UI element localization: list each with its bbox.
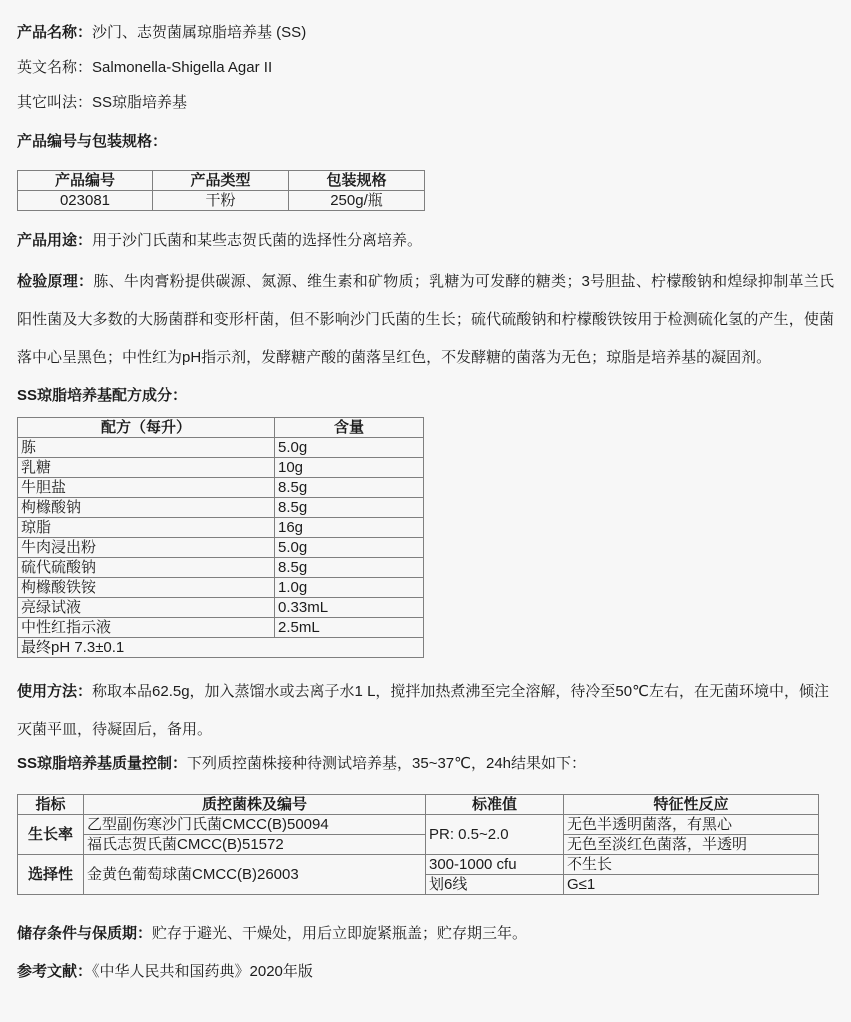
product-name-line: [17, 22, 834, 44]
formula-table: [17, 417, 424, 658]
table-header-cell: 质控菌株及编号: [84, 795, 426, 815]
table-header-cell: 配方（每升）: [18, 418, 275, 438]
ingredient-cell: 亮绿试液: [18, 598, 275, 618]
reference-line: [17, 961, 834, 983]
formula-row: [18, 538, 424, 558]
indicator-cell: 选择性: [18, 855, 84, 895]
table-header-cell: 含量: [275, 418, 424, 438]
standard-cell: PR: 0.5~2.0: [426, 815, 564, 855]
usage-label: 使用方法：: [17, 683, 93, 700]
formula-row: [18, 518, 424, 538]
qc-intro-text: 下列质控菌株接种待测试培养基，35~37℃，24h结果如下：: [187, 755, 587, 772]
standard-cell: 300-1000 cfu: [426, 855, 564, 875]
product-use-line: [17, 230, 834, 252]
qc-growth-row-2: [18, 835, 819, 855]
product-use-text: 用于沙门氏菌和某些志贺氏菌的选择性分离培养。: [92, 232, 423, 249]
table-header-cell: 指标: [18, 795, 84, 815]
qc-table: [17, 794, 819, 895]
table-header-cell: 产品类型: [153, 171, 289, 191]
strain-cell: 乙型副伤寒沙门氏菌CMCC(B)50094: [84, 815, 426, 835]
ingredient-cell: 胨: [18, 438, 275, 458]
formula-footer-row: [18, 638, 424, 658]
standard-cell: 划6线: [426, 875, 564, 895]
storage-label: 储存条件与保质期：: [17, 925, 153, 942]
formula-row: [18, 558, 424, 578]
package-spec-cell: 250g/瓶: [289, 191, 425, 211]
packaging-table: [17, 170, 425, 211]
amount-cell: 0.33mL: [275, 598, 424, 618]
strain-cell: 福氏志贺氏菌CMCC(B)51572: [84, 835, 426, 855]
reference-label: 参考文献：: [17, 963, 93, 980]
formula-heading: SS琼脂培养基配方成分：: [17, 387, 188, 404]
product-name-value: 沙门、志贺菌属琼脂培养基 (SS): [92, 24, 307, 41]
reaction-cell: G≤1: [564, 875, 819, 895]
english-name-line: [17, 57, 834, 79]
alias-value: SS琼脂培养基: [92, 94, 188, 111]
table-header-cell: 标准值: [426, 795, 564, 815]
principle-text: 胨、牛肉膏粉提供碳源、氮源、维生素和矿物质；乳糖为可发酵的糖类；3号胆盐、柠檬酸钠和煌绿抑制革兰氏阳性菌及大多数的大肠菌群和变形杆菌，但不影响沙门氏菌的生长；硫代硫酸钠和柠檬酸铁铵用于检测硫化氢的产生，使菌落中心呈黑色；中性红为pH指示剂，发酵糖产酸的菌落呈红色，不发酵糖的菌落为无色；琼脂是培养基的凝固剂。: [17, 273, 834, 366]
english-name-value: Salmonella-Shigella Agar II: [92, 59, 273, 76]
amount-cell: 8.5g: [275, 498, 424, 518]
ingredient-cell: 枸橼酸钠: [18, 498, 275, 518]
formula-row: [18, 498, 424, 518]
table-header-cell: 包装规格: [289, 171, 425, 191]
reaction-cell: 不生长: [564, 855, 819, 875]
packaging-data-row: [18, 191, 425, 211]
ingredient-cell: 硫代硫酸钠: [18, 558, 275, 578]
ingredient-cell: 牛肉浸出粉: [18, 538, 275, 558]
formula-header-row: [18, 418, 424, 438]
ingredient-cell: 中性红指示液: [18, 618, 275, 638]
table-header-cell: 产品编号: [18, 171, 153, 191]
qc-header-row: [18, 795, 819, 815]
amount-cell: 1.0g: [275, 578, 424, 598]
table-header-cell: 特征性反应: [564, 795, 819, 815]
qc-label: SS琼脂培养基质量控制：: [17, 755, 188, 772]
amount-cell: 16g: [275, 518, 424, 538]
ingredient-cell: 枸橼酸铁铵: [18, 578, 275, 598]
amount-cell: 5.0g: [275, 438, 424, 458]
amount-cell: 8.5g: [275, 558, 424, 578]
product-use-label: 产品用途：: [17, 232, 93, 249]
storage-text: 贮存于避光、干燥处，用后立即旋紧瓶盖；贮存期三年。: [152, 925, 528, 942]
reaction-cell: 无色至淡红色菌落，半透明: [564, 835, 819, 855]
usage-paragraph: [17, 673, 834, 749]
alias-line: [17, 92, 834, 114]
amount-cell: 8.5g: [275, 478, 424, 498]
formula-row: [18, 458, 424, 478]
principle-paragraph: [17, 263, 834, 377]
formula-row: [18, 618, 424, 638]
principle-label: 检验原理：: [17, 273, 94, 290]
amount-cell: 10g: [275, 458, 424, 478]
product-name-label: 产品名称：: [17, 24, 93, 41]
qc-selectivity-row-1: [18, 855, 819, 875]
product-code-cell: 023081: [18, 191, 153, 211]
ingredient-cell: 琼脂: [18, 518, 275, 538]
ingredient-cell: 乳糖: [18, 458, 275, 478]
formula-row: [18, 438, 424, 458]
final-ph-cell: 最终pH 7.3±0.1: [18, 638, 424, 658]
formula-row: [18, 578, 424, 598]
english-name-label: 英文名称：: [17, 59, 93, 76]
strain-cell: 金黄色葡萄球菌CMCC(B)26003: [84, 855, 426, 895]
packaging-header-row: [18, 171, 425, 191]
qc-growth-row-1: [18, 815, 819, 835]
formula-row: [18, 598, 424, 618]
qc-heading-line: [17, 753, 834, 775]
reference-text: 《中华人民共和国药典》2020年版: [92, 963, 313, 980]
indicator-cell: 生长率: [18, 815, 84, 855]
usage-text: 称取本品62.5g，加入蒸馏水或去离子水1 L，搅拌加热煮沸至完全溶解，待冷至50℃左右，在无菌环境中，倾注灭菌平皿，待凝固后，备用。: [17, 683, 829, 738]
amount-cell: 5.0g: [275, 538, 424, 558]
formula-row: [18, 478, 424, 498]
reaction-cell: 无色半透明菌落，有黑心: [564, 815, 819, 835]
ingredient-cell: 牛胆盐: [18, 478, 275, 498]
amount-cell: 2.5mL: [275, 618, 424, 638]
storage-line: [17, 923, 834, 945]
alias-label: 其它叫法：: [17, 94, 93, 111]
packaging-heading: 产品编号与包装规格：: [17, 133, 168, 150]
product-type-cell: 干粉: [153, 191, 289, 211]
